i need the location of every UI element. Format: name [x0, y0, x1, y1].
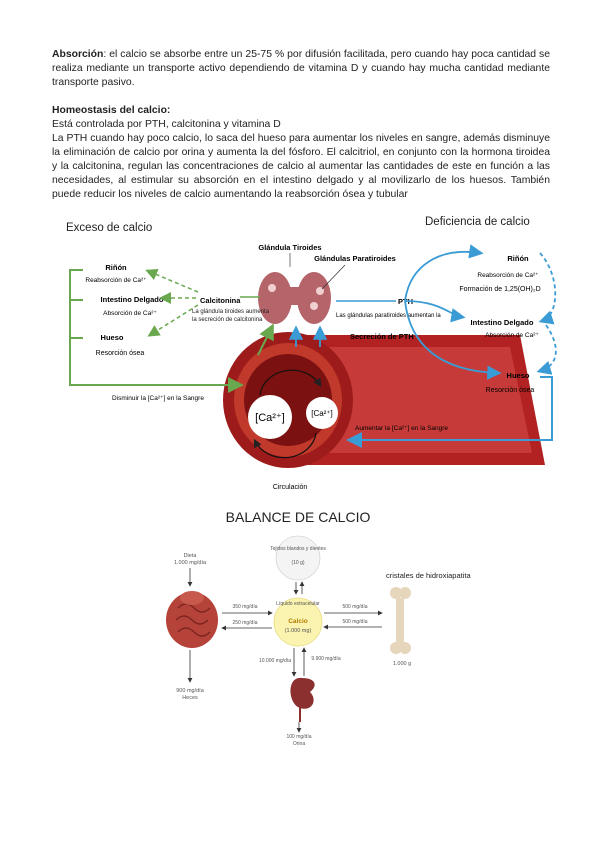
right-intestino: Intestino Delgado [470, 318, 534, 327]
calcio-value: (1.000 mg) [284, 628, 312, 634]
absorcion-paragraph [52, 48, 550, 90]
left-hueso: Hueso [100, 333, 124, 342]
left-intestino-sub: Absorción de Ca²⁺ [103, 310, 157, 317]
calcitonina-note: La glándula tiroides aumenta la secreción de calcitonina [192, 309, 270, 323]
tejidos-value: (10 g) [291, 560, 305, 566]
bone-500a: 500 mg/día [342, 604, 368, 610]
dieta-label: Dieta [183, 553, 197, 559]
calcium-balance-diagram [0, 500, 600, 748]
left-hueso-sub: Resorción ósea [95, 350, 145, 357]
ca-low-label: [Ca²⁺] [311, 409, 333, 418]
right-rinon-sub2: Formación de 1,25(OH)₂D [459, 286, 541, 293]
glandulas-paratiroides-label: Glándulas Paratiroides [314, 254, 396, 263]
bone-total: 1.000 g [392, 661, 412, 667]
orina-value: 100 mg/día [286, 734, 312, 740]
pth-note: Las glándulas paratiroides aumentan la [336, 313, 441, 319]
dieta-value: 1.000 mg/día [173, 560, 207, 566]
exceso-title: Exceso de calcio [66, 222, 153, 234]
cristales-label: cristales de hidroxiapatita [386, 571, 471, 580]
absorcion-text: : el calcio se absorbe entre un 25-75 % por difusión facilitada, pero cuando hay poca cantidad se realiza mediante un transporte activo dependiendo de vitamina D y cuando hay mucha cantidad mediante transporte pasivo. [52, 49, 550, 88]
bone-illustration [390, 587, 411, 654]
ca-high-label: [Ca²⁺] [255, 412, 285, 424]
right-rinon-sub1: Reabsorción de Ca²⁺ [477, 272, 539, 279]
kid-10000: 10.000 mg/día [259, 658, 291, 664]
right-hueso: Hueso [506, 371, 530, 380]
kidney-illustration [291, 678, 315, 722]
circulacion-label: Circulación [272, 484, 308, 491]
right-rinon: Riñón [507, 254, 529, 263]
deficiencia-title: Deficiencia de calcio [425, 216, 530, 228]
aumentar-label: Aumentar la [Ca²⁺] en la Sangre [355, 425, 449, 432]
tejidos-label: Tejidos blandos y dientes [270, 546, 326, 552]
calcitonina-label: Calcitonina [200, 296, 241, 305]
homeostasis-line1: Está controlada por PTH, calcitonina y vitamina D [52, 119, 281, 130]
liquido-label: Líquido extracelular [276, 601, 320, 607]
kid-9900: 9.900 mg/día [311, 656, 341, 662]
left-intestino: Intestino Delgado [100, 295, 164, 304]
balance-title: BALANCE DE CALCIO [225, 509, 371, 525]
left-rinon: Riñón [105, 263, 127, 272]
homeostasis-paragraph: La PTH cuando hay poco calcio, lo saca del hueso para aumentar los niveles en sangre, además disminuye la eliminación de calcio por orina y aumenta la del fósforo. El calcitriol, en conjunto con la hormona tiroidea y la calcitonina, regulan las concentraciones de calcio al aumentar las cantidades de este en función a las necesidades, al estimular su absorción en el intestino delgado y al movilizarlo de los huesos. También puede reducir los niveles de calcio aumentando la reabsorción ósea y tubular [52, 133, 550, 200]
calcium-homeostasis-diagram [0, 205, 600, 500]
left-rinon-sub: Reabsorción de Ca²⁺ [85, 277, 147, 284]
glandula-tiroides-label: Glándula Tiroides [258, 243, 322, 252]
orina-label: Orina [292, 741, 306, 747]
absorcion-label: Absorción [52, 49, 104, 60]
in-350: 350 mg/día [232, 604, 258, 610]
heces-value: 900 mg/día [176, 688, 204, 694]
right-intestino-sub: Absorción de Ca²⁺ [485, 332, 539, 339]
secrecion-pth-label: Secreción de PTH [350, 332, 414, 341]
right-hueso-sub: Resorción ósea [485, 387, 535, 394]
intestine-illustration [166, 591, 218, 648]
bone-500b: 500 mg/día [342, 619, 368, 625]
calcio-label: Calcio [288, 618, 308, 625]
out-250: 250 mg/día [232, 620, 258, 626]
disminuir-label: Disminuir la [Ca²⁺] en la Sangre [112, 395, 204, 402]
heces-label: Heces [182, 695, 198, 701]
pth-label: PTH [398, 297, 413, 306]
tejidos-circle [276, 536, 320, 580]
homeostasis-heading: Homeostasis del calcio: [52, 105, 171, 116]
